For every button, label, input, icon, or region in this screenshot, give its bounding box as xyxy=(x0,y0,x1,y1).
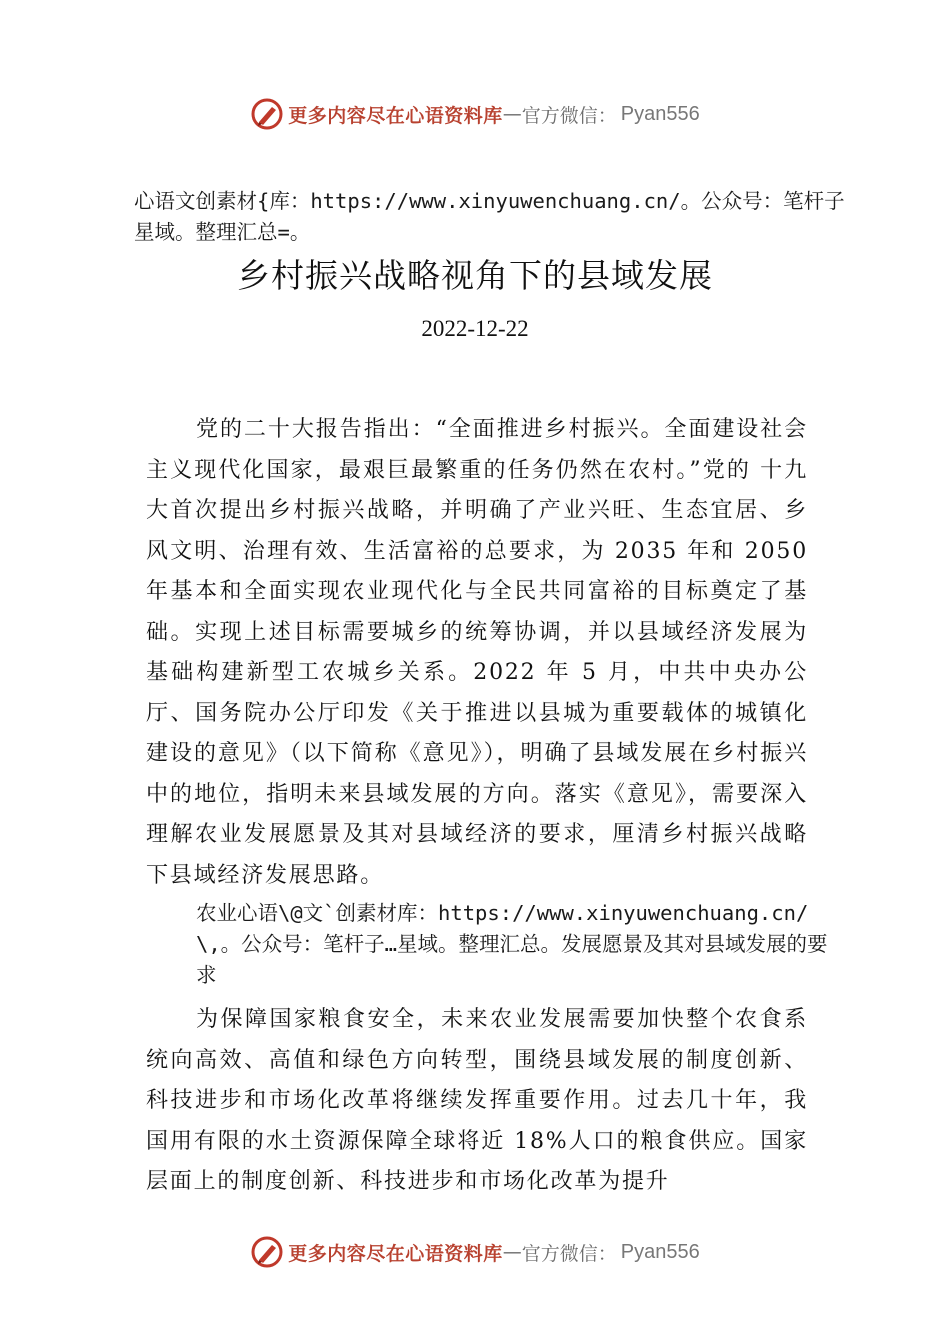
source-note: 心语文创素材{库：https://www.xinyuwenchuang.cn/。公众号：笔杆子星域。整理汇总=。 xyxy=(134,189,845,244)
banner-wechat-id: Pyan556 xyxy=(620,102,700,125)
body-paragraph-1: 党的二十大报告指出：“全面推进乡村振兴。全面建设社会主义现代化国家，最艰巨最繁重的任务仍然在农村。”党的 十九大首次提出乡村振兴战略，并明确了产业兴旺、生态宜居、乡风文明、治理有效、生活富裕的总要求，为 2035 年和 2050 年基本和全面实现农业现代化与全民共同富裕的目标奠定了基础。实现上述目标需要城乡的统筹协调，并以县域经济发展为基础构建新型工农城乡关系。2022 年 5 月，中共中央办公厅、国务院办公厅印发《关于推进以县城为重要载体的城镇化建设的意见》（以下简称《意见》），明确了县域发展在乡村振兴中的地位，指明未来县域发展的方向。落实《意见》，需要深入理解农业发展愿景及其对县域经济的要求，厘清乡村振兴战略下县域经济发展思路。 xyxy=(146,417,808,888)
footer-watermark-banner xyxy=(0,1232,950,1272)
banner-dash: — xyxy=(502,1241,522,1263)
banner-dash: — xyxy=(502,103,522,125)
section-subheading: 农业心语\@文`创素材库：https://www.xinyuwenchuang.cn/\,。公众号：笔杆子…星域。整理汇总。发展愿景及其对县域发展的要求 xyxy=(196,901,828,987)
banner-brand-text: 更多内容尽在心语资料库 xyxy=(288,1242,503,1265)
banner-wechat-id: Pyan556 xyxy=(620,1240,700,1263)
banner-brand-text: 更多内容尽在心语资料库 xyxy=(288,104,503,127)
document-date: 2022-12-22 xyxy=(421,316,529,341)
pen-logo-icon xyxy=(250,1235,284,1269)
document-title: 乡村振兴战略视角下的县域发展 xyxy=(237,256,713,295)
body-paragraph-2: 为保障国家粮食安全，未来农业发展需要加快整个农食系统向高效、高值和绿色方向转型，围绕县域发展的制度创新、科技进步和市场化改革将继续发挥重要作用。过去几十年，我国用有限的水土资源保障全球将近 18%人口的粮食供应。国家层面上的制度创新、科技进步和市场化改革为提升 xyxy=(146,1007,808,1194)
pen-logo-icon xyxy=(250,97,284,131)
banner-wechat-label: 官方微信： xyxy=(521,104,617,127)
header-watermark-banner xyxy=(0,94,950,134)
banner-wechat-label: 官方微信： xyxy=(521,1242,617,1265)
